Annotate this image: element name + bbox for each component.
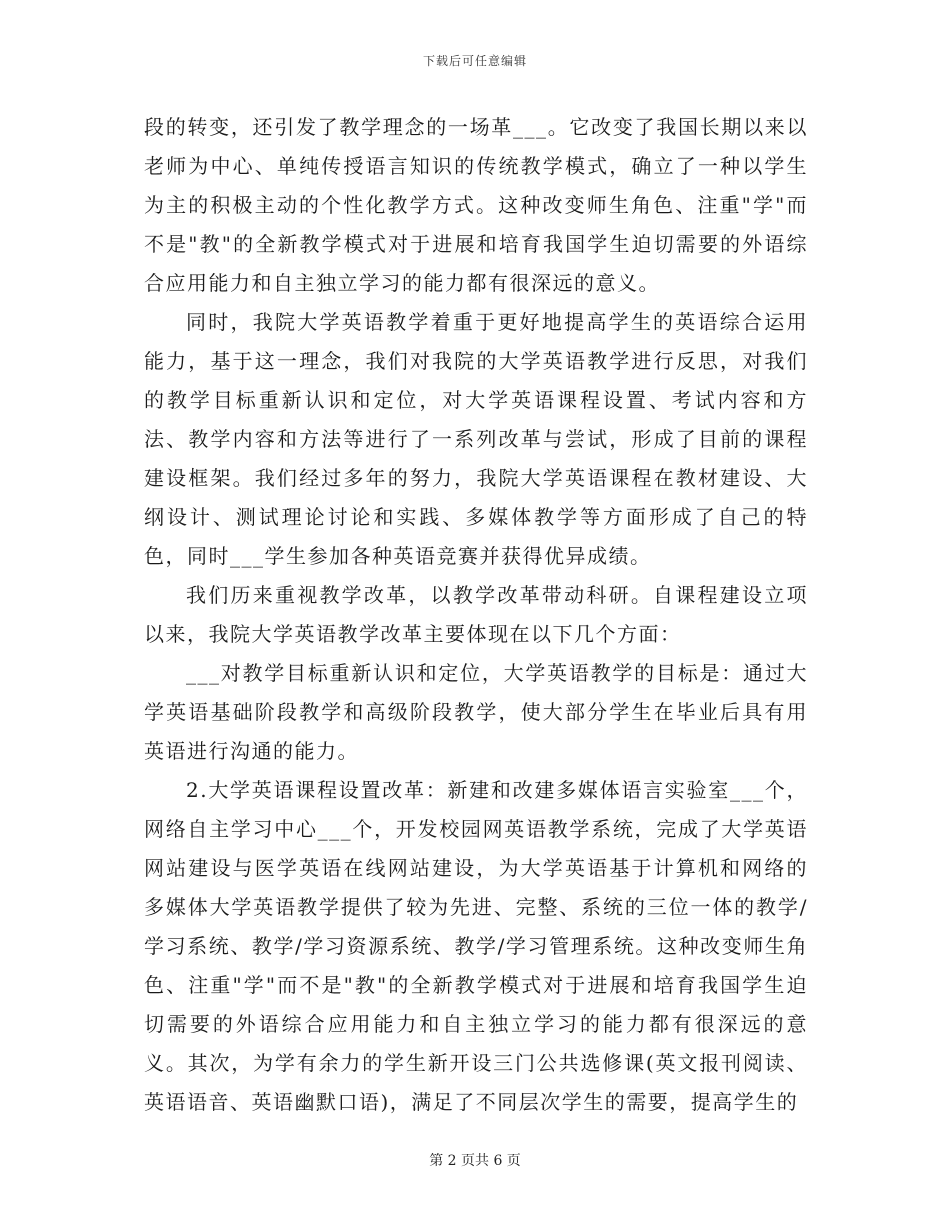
paragraph-teaching-goal: ___对教学目标重新认识和定位，大学英语教学的目标是：通过大学英语基础阶段教学和高级阶段教学，使大部分学生在毕业后具有用英语进行沟通的能力。 <box>144 661 808 763</box>
document-body <box>144 108 808 1122</box>
page-number: 第 2 页共 6 页 <box>429 1153 521 1169</box>
paragraph-reform-framework: 同时，我院大学英语教学着重于更好地提高学生的英语综合运用能力，基于这一理念，我们对我院的大学英语教学进行反思，对我们的教学目标重新认识和定位，对大学英语课程设置、考试内容和方法、教学内容和方法等进行了一系列改革与尝试，形成了目前的课程建设框架。我们经过多年的努力，我院大学英语课程在教材建设、大纲设计、测试理论讨论和实践、多媒体教学等方面形成了自己的特色，同时___学生参加各种英语竞赛并获得优异成绩。 <box>144 310 808 568</box>
paragraph-curriculum-reform: 2.大学英语课程设置改革：新建和改建多媒体语言实验室___个，网络自主学习中心___个，开发校园网英语教学系统，完成了大学英语网站建设与医学英语在线网站建设，为大学英语基于计算机和网络的多媒体大学英语教学提供了较为先进、完整、系统的三位一体的教学/学习系统、教学/学习资源系统、教学/学习管理系统。这种改变师生角色、注重"学"而不是"教"的全新教学模式对于进展和培育我国学生迫切需要的外语综合应用能力和自主独立学习的能力都有很深远的意义。其次，为学有余力的学生新开设三门公共选修课(英文报刊阅读、英语语音、英语幽默口语)，满足了不同层次学生的需要，提高学生的 <box>144 778 808 1114</box>
paragraph-reform-intro: 我们历来重视教学改革，以教学改革带动科研。自课程建设立项以来，我院大学英语教学改革主要体现在以下几个方面： <box>144 583 808 646</box>
paragraph-continuation: 段的转变，还引发了教学理念的一场革___。它改变了我国长期以来以老师为中心、单纯传授语言知识的传统教学模式，确立了一种以学生为主的积极主动的个性化教学方式。这种改变师生角色、注重"学"而不是"教"的全新教学模式对于进展和培育我国学生迫切需要的外语综合应用能力和自主独立学习的能力都有很深远的意义。 <box>144 115 808 295</box>
page-header: 下载后可任意编辑 <box>422 54 527 68</box>
